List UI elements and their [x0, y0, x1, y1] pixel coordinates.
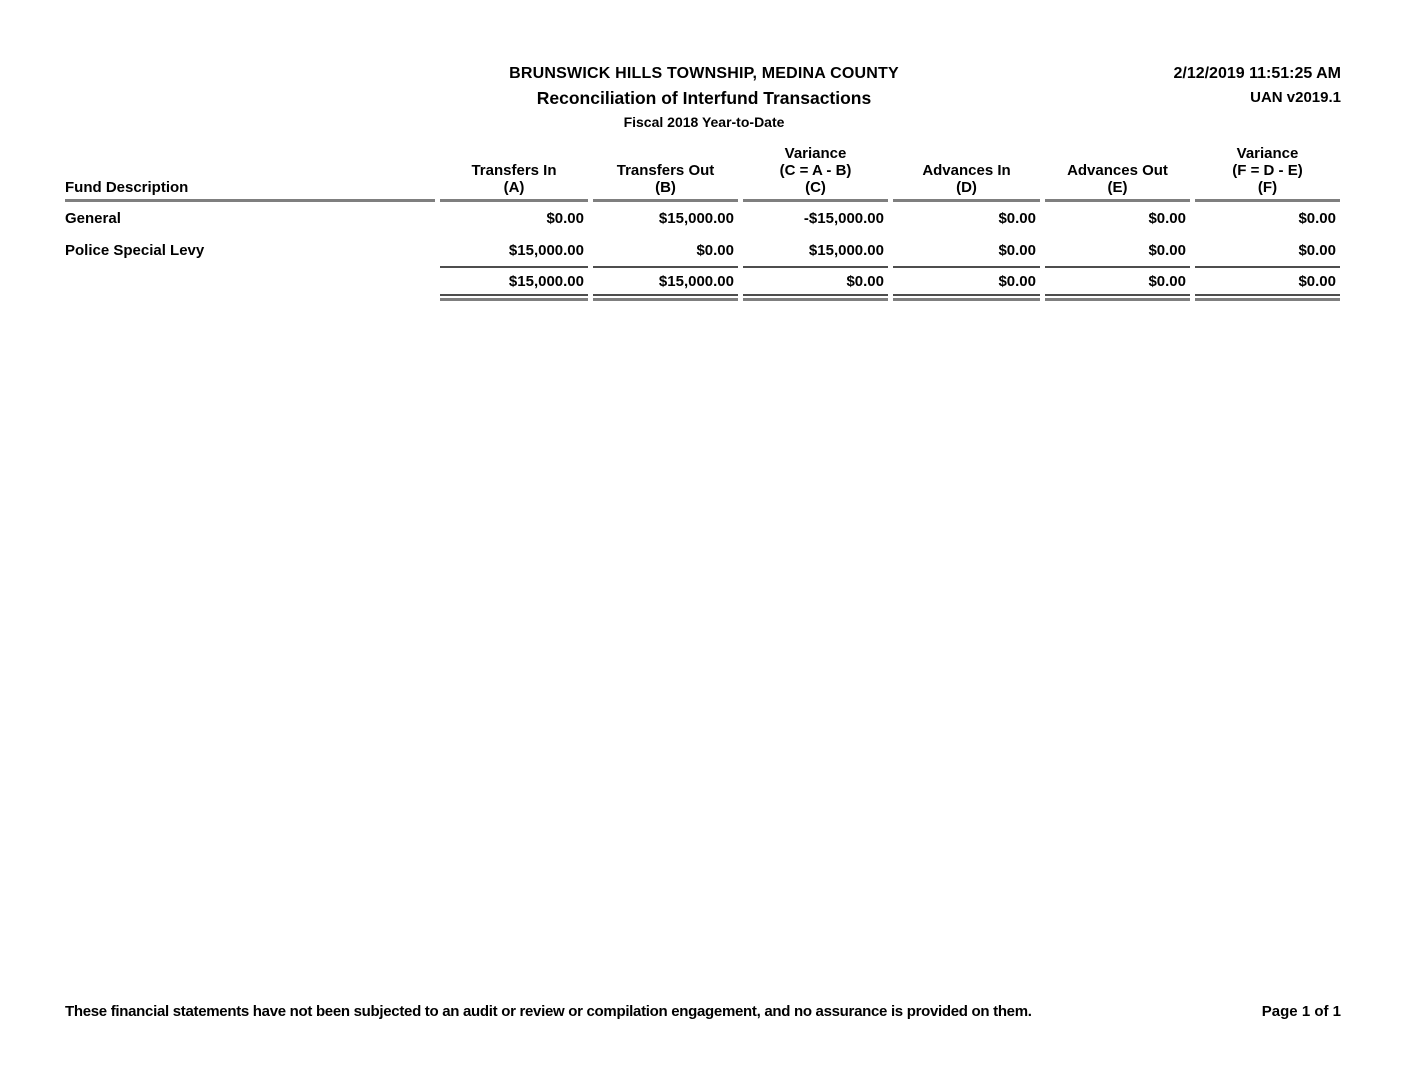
amount-cell: $0.00	[998, 242, 1036, 259]
organization-name: BRUNSWICK HILLS TOWNSHIP, MEDINA COUNTY	[509, 65, 899, 82]
column-header-transfers-in	[440, 139, 588, 202]
totals-double-rule	[743, 296, 888, 301]
amount-cell: $0.00	[1298, 210, 1336, 227]
audit-disclaimer: These financial statements have not been subjected to an audit or review or compilation engagement, and no assurance is provided on them.	[65, 1003, 1032, 1020]
interfund-table	[65, 139, 1341, 301]
amount-cell: $15,000.00	[508, 242, 584, 259]
column-header-label: Variance	[1236, 145, 1299, 162]
amount-cell: $15,000.00	[808, 242, 884, 259]
column-header-label: (B)	[655, 179, 676, 196]
amount-cell: $0.00	[1298, 242, 1336, 259]
column-header-label: Advances Out	[1067, 162, 1168, 179]
totals-rule-spacer	[65, 296, 435, 301]
column-header-label: (E)	[1107, 179, 1128, 196]
total-amount-cell: $15,000.00	[593, 266, 738, 296]
report-header-meta	[1173, 62, 1341, 110]
amount-cell: $0.00	[546, 210, 584, 227]
column-header-label: Advances In	[922, 162, 1011, 179]
amount-cell: -$15,000.00	[803, 210, 884, 227]
fund-name-cell: General	[65, 210, 121, 227]
column-header-label: (F)	[1257, 179, 1278, 196]
column-header-transfers-out	[593, 139, 738, 202]
column-header-label: (C = A - B)	[779, 162, 852, 179]
column-header-variance-f	[1195, 139, 1340, 202]
column-header-label: Transfers Out	[616, 162, 715, 179]
column-header-label: (F = D - E)	[1232, 162, 1303, 179]
page-number: Page 1 of 1	[1261, 1003, 1341, 1020]
column-header-advances-out	[1045, 139, 1190, 202]
totals-double-rule	[593, 296, 738, 301]
report-period: Fiscal 2018 Year-to-Date	[623, 114, 785, 130]
totals-double-rule	[1045, 296, 1190, 301]
report-datetime: 2/12/2019 11:51:25 AM	[1173, 65, 1341, 82]
column-header-label: (C)	[805, 179, 826, 196]
column-header-label: Variance	[784, 145, 847, 162]
totals-double-rule	[440, 296, 588, 301]
total-amount-cell: $0.00	[1195, 266, 1340, 296]
total-amount-cell: $0.00	[893, 266, 1040, 296]
amount-cell: $15,000.00	[658, 210, 734, 227]
software-version: UAN v2019.1	[1250, 89, 1341, 106]
column-header-label: (A)	[503, 179, 525, 196]
column-header-label: (D)	[956, 179, 977, 196]
total-amount-cell: $15,000.00	[440, 266, 588, 296]
report-title: Reconciliation of Interfund Transactions	[536, 88, 872, 108]
totals-row-spacer	[65, 266, 435, 296]
fund-name-cell: Police Special Levy	[65, 242, 205, 259]
totals-double-rule	[893, 296, 1040, 301]
column-header-fund-description	[65, 139, 435, 202]
amount-cell: $0.00	[696, 242, 734, 259]
column-header-advances-in	[893, 139, 1040, 202]
amount-cell: $0.00	[998, 210, 1036, 227]
amount-cell: $0.00	[1148, 242, 1186, 259]
totals-double-rule	[1195, 296, 1340, 301]
column-header-label: Transfers In	[471, 162, 557, 179]
total-amount-cell: $0.00	[743, 266, 888, 296]
total-amount-cell: $0.00	[1045, 266, 1190, 296]
column-header-label: Fund Description	[65, 179, 189, 196]
column-header-variance-c	[743, 139, 888, 202]
amount-cell: $0.00	[1148, 210, 1186, 227]
